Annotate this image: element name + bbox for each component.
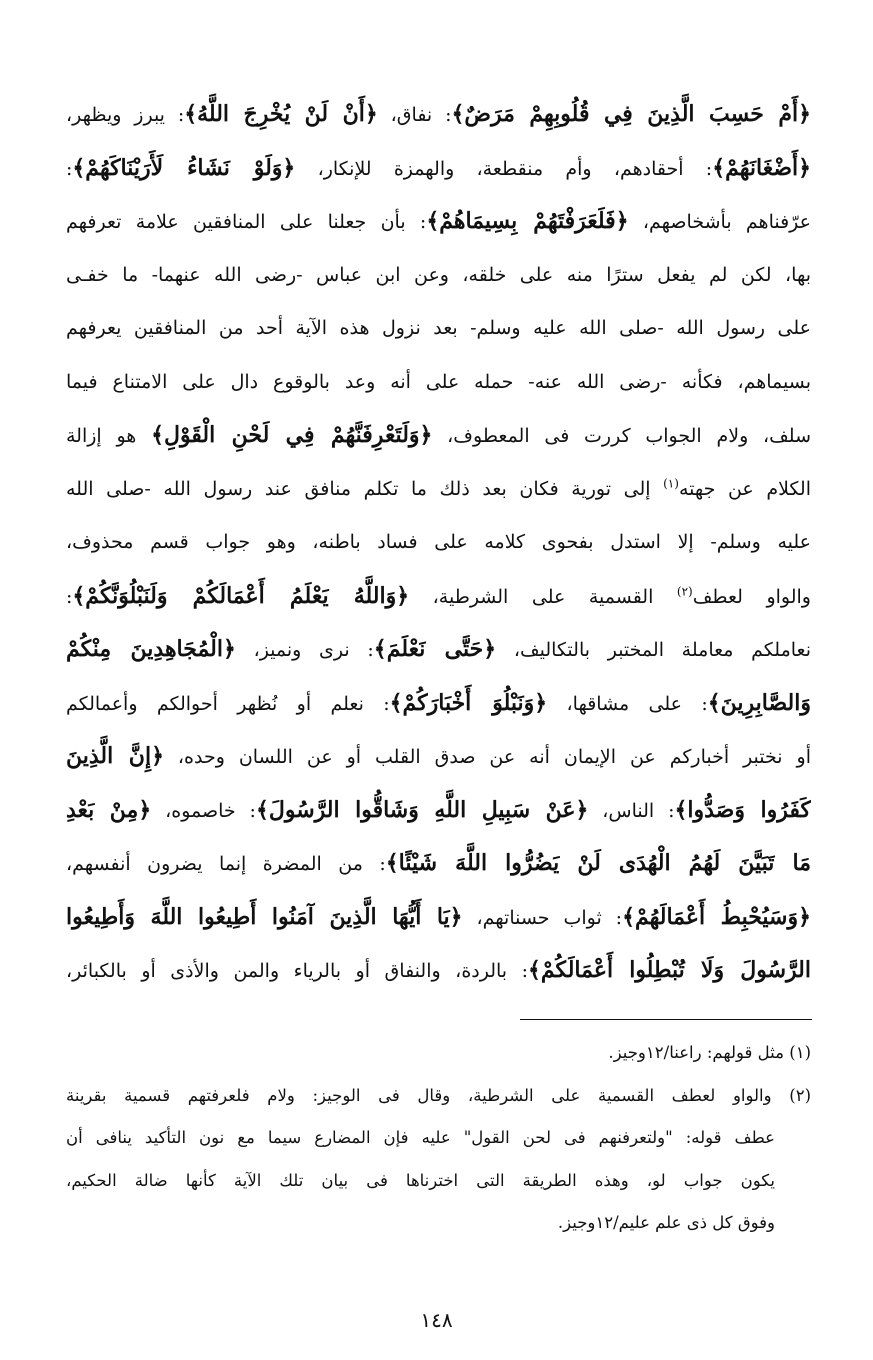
quran-verse: ﴿وَسَيُحْبِطُ أَعْمَالَهُمْ﴾ — [622, 903, 811, 930]
commentary-text: : من المضرة إنما يضرون أنفسهم، — [66, 853, 386, 875]
quran-verse: ﴿مِنْ بَعْدِ — [66, 796, 152, 823]
commentary-text: القسمية على الشرطية، — [409, 585, 677, 608]
quran-verse: كَفَرُوا وَصَدُّوا﴾ — [674, 796, 811, 823]
commentary-text: عرّفناهم بأشخاصهم، — [628, 211, 811, 233]
quran-verse: ﴿فَلَعَرَفْتَهُمْ بِسِيمَاهُمْ﴾ — [426, 208, 629, 234]
footnote-marker: (١) — [663, 476, 679, 491]
quran-verse: ﴿الْمُجَاهِدِينَ مِنْكُمْ — [66, 636, 236, 662]
commentary-text: : خاصموه، — [151, 799, 256, 822]
text-line — [66, 944, 811, 998]
commentary-text: بها، لكن لم يفعل سترًا منه على خلقه، وعن ابن عباس -رضى الله عنهما- ما خفـى — [66, 263, 811, 286]
footnote-1: (١) مثل قولهم: راعنا/١٢وجيز. — [608, 1043, 811, 1062]
commentary-text: سلف، ولام الجواب كررت فى المعطوف، — [432, 425, 811, 447]
commentary-text: والواو لعطف — [692, 585, 811, 608]
quran-verse: الرَّسُولَ وَلَا تُبْطِلُوا أَعْمَالَكُمْ﴾ — [528, 957, 811, 983]
commentary-text: : أحقادهم، وأم منقطعة، والهمزة للإنكار، — [295, 157, 713, 180]
text-line — [66, 249, 811, 303]
text-line — [66, 677, 811, 731]
commentary-text: على رسول الله -صلى الله عليه وسلم- بعد نزول هذه الآية أحد من المنافقين يعرفهم — [66, 317, 811, 339]
quran-verse: ﴿أَمْ حَسِبَ الَّذِينَ فِي قُلُوبِهِمْ مَرَضٌ﴾ — [451, 101, 811, 127]
text-line — [66, 356, 811, 410]
text-line — [66, 784, 811, 838]
text-line — [66, 142, 811, 196]
commentary-text: : — [66, 585, 73, 608]
quran-verse: ﴿حَتَّى نَعْلَمَ﴾ — [373, 636, 497, 662]
text-line — [66, 837, 811, 891]
page-number: ١٤٨ — [420, 1308, 453, 1332]
commentary-text: : نعلم أو نُظهر أحوالكم وأعمالكم — [66, 692, 390, 715]
commentary-text: أو نختبر أخباركم عن الإيمان أنه عن صدق القلب أو عن اللسان وحده، — [163, 746, 811, 768]
footnote-2-continuation: يكون جواب لو، وهذه الطريقة التى اخترناها فى بيان تلك الآية كأنها ضالة الحكيم، — [66, 1170, 775, 1190]
text-line — [66, 195, 811, 249]
quran-verse: ﴿وَاللَّهُ يَعْلَمُ أَعْمَالَكُمْ وَلَنَبْلُوَنَّكُمْ﴾ — [72, 582, 410, 609]
quran-verse: ﴿عَنْ سَبِيلِ اللَّهِ وَشَاقُّوا الرَّسُولَ﴾ — [255, 796, 589, 823]
quran-verse: ﴿وَلَوْ نَشَاءُ لَأَرَيْنَاكَهُمْ﴾ — [72, 154, 296, 181]
text-line — [66, 623, 811, 677]
footnotes — [66, 1032, 811, 1245]
commentary-text: هو إزالة — [66, 425, 152, 447]
text-line — [66, 463, 811, 517]
text-line — [66, 88, 811, 142]
quran-verse: مَا تَبَيَّنَ لَهُمُ الْهُدَى لَنْ يَضُرُّوا اللَّهَ شَيْئًا﴾ — [385, 850, 811, 876]
commentary-text: إلى تورية فكان بعد ذلك ما تكلم منافق عند رسول الله -صلى الله — [66, 477, 664, 500]
quran-verse: ﴿إِنَّ الَّذِينَ — [66, 743, 164, 769]
text-line — [66, 891, 811, 945]
main-text — [66, 88, 811, 998]
footnote-marker: (٢) — [676, 584, 693, 599]
text-line — [66, 409, 811, 463]
commentary-text: نعاملكم معاملة المختبر بالتكاليف، — [496, 639, 811, 661]
footnote-separator — [520, 1019, 812, 1020]
commentary-text: : على مشاقها، — [547, 692, 708, 715]
commentary-text: بسيماهم، فكأنه -رضى الله عنه- حمله على أنه وعد بالوقوع دال على الامتناع فيما — [66, 370, 811, 393]
text-line — [66, 730, 811, 784]
commentary-text: الكلام عن جهته — [678, 477, 811, 500]
text-line — [66, 302, 811, 356]
commentary-text: : نفاق، — [377, 104, 452, 126]
quran-verse: ﴿وَلَتَعْرِفَنَّهُمْ فِي لَحْنِ الْقَوْلِ﴾ — [151, 422, 433, 448]
quran-verse: ﴿أَنْ لَنْ يُخْرِجَ اللَّهُ﴾ — [184, 101, 378, 127]
quran-verse: وَالصَّابِرِينَ﴾ — [707, 689, 811, 716]
quran-verse: ﴿وَنَبْلُوَ أَخْبَارَكُمْ﴾ — [389, 689, 548, 716]
quran-verse: ﴿أَضْغَانَهُمْ﴾ — [712, 154, 811, 181]
commentary-text: : ثواب حسناتهم، — [462, 906, 623, 929]
footnote-2-continuation: وفوق كل ذى علم عليم/١٢وجيز. — [557, 1213, 775, 1232]
text-line — [66, 570, 811, 624]
commentary-text: : بالردة، والنفاق أو بالرياء والمن والأذى أو بالكبائر، — [66, 960, 529, 982]
commentary-text: : يبرز ويظهر، — [66, 104, 185, 126]
footnote-2-continuation: عطف قوله: "ولتعرفنهم فى لحن القول" عليه فإن المضارع سيما مع نون التأكيد ينافى أن — [66, 1128, 775, 1147]
commentary-text: : نرى ونميز، — [235, 639, 374, 661]
commentary-text: عليه وسلم- إلا استدل بفحوى كلامه على فساد باطنه، وهو جواب قسم محذوف، — [66, 531, 811, 553]
commentary-text: : الناس، — [588, 799, 675, 822]
quran-verse: ﴿يَا أَيُّهَا الَّذِينَ آمَنُوا أَطِيعُوا اللَّهَ وَأَطِيعُوا — [66, 903, 463, 930]
commentary-text: : — [66, 157, 73, 180]
commentary-text: : بأن جعلنا على المنافقين علامة تعرفهم — [66, 211, 427, 233]
text-line — [66, 516, 811, 570]
footnote-2: (٢) والواو لعطف القسمية على الشرطية، وقال فى الوجيز: ولام فلعرفتهم قسمية بقرينة — [66, 1085, 811, 1105]
